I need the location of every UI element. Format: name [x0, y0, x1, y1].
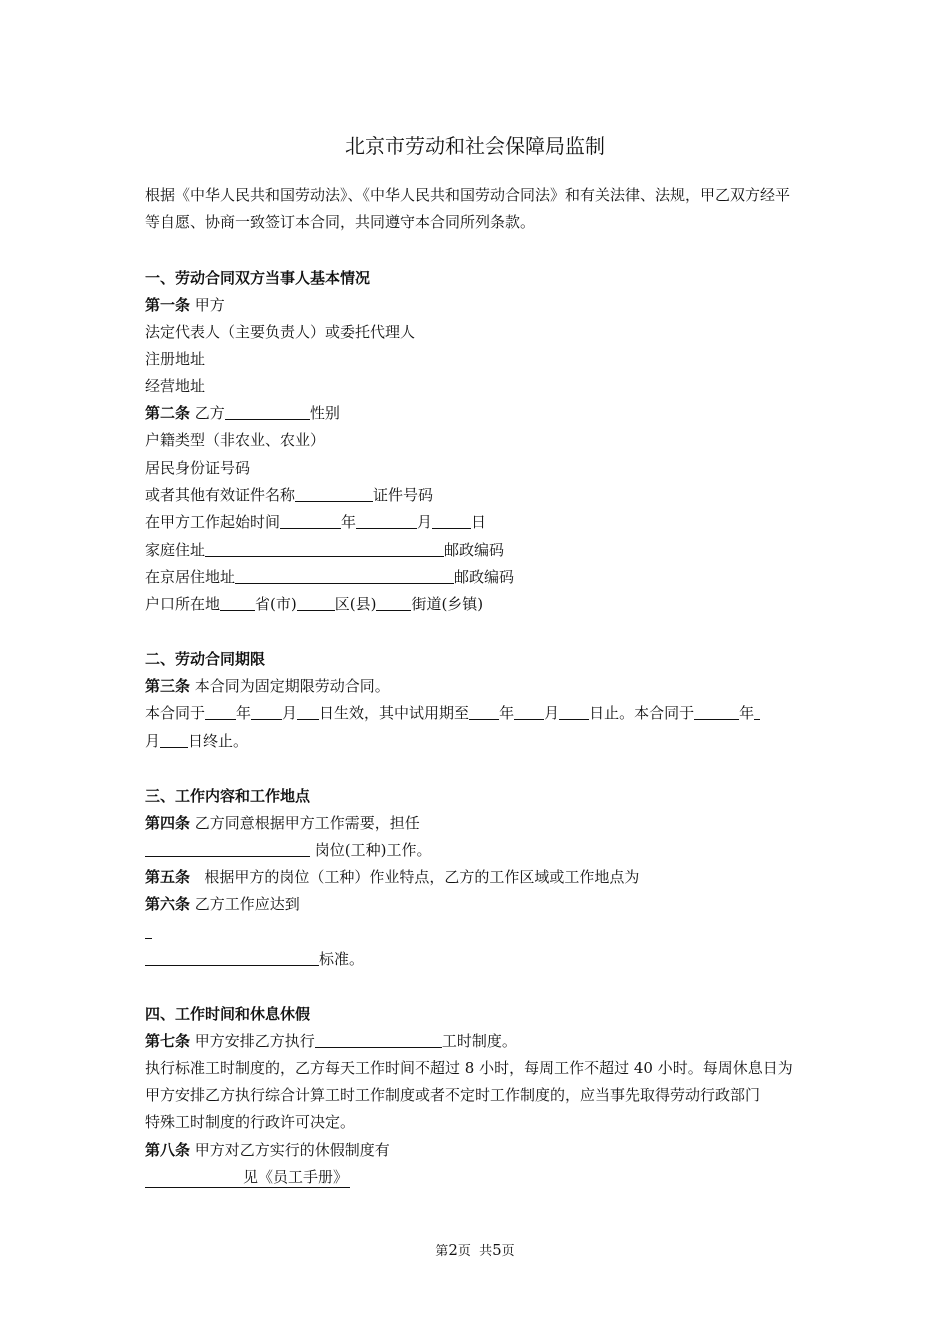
- beijing-address-line: [145, 567, 514, 587]
- hours-paragraph-1: 执行标准工时制度的，乙方每天工作时间不超过 8 小时，每周工作不超过 40 小时。每周休息日为: [145, 1059, 793, 1077]
- intro-line-1: 根据《中华人民共和国劳动法》、《中华人民共和国劳动合同法》和有关法律、法规，甲乙双方经平: [145, 186, 791, 204]
- intro-line-2: 等自愿、协商一致签订本合同，共同遵守本合同所列条款。: [145, 213, 536, 231]
- label: 年: [499, 704, 515, 722]
- total-pages: 5: [492, 1241, 502, 1259]
- leave-policy-line: [145, 1167, 350, 1188]
- article-text: 甲方: [194, 296, 225, 314]
- label: 日: [471, 513, 487, 531]
- article-6: [145, 894, 300, 914]
- article-label: 第二条: [145, 404, 191, 422]
- label: 年: [739, 704, 755, 722]
- page-number: 2: [448, 1241, 458, 1259]
- label: 街道(乡镇): [411, 595, 484, 613]
- blank[interactable]: [754, 703, 760, 720]
- label: 邮政编码: [454, 568, 515, 586]
- standard-line: [145, 949, 364, 969]
- standard-blank-short: [145, 922, 152, 942]
- label: 户口所在地: [145, 595, 221, 613]
- label: 证件号码: [373, 486, 434, 504]
- month-blank[interactable]: [356, 512, 417, 529]
- id-number-line: 居民身份证号码: [145, 459, 251, 477]
- article-4: [145, 813, 420, 833]
- term-line-1: [145, 703, 760, 723]
- article-8: [145, 1140, 390, 1160]
- blank[interactable]: [251, 703, 282, 720]
- label: 标准。: [319, 950, 365, 968]
- home-address-line: [145, 540, 504, 560]
- registered-address-line: 注册地址: [145, 350, 206, 368]
- business-address-line: 经营地址: [145, 377, 206, 395]
- blank[interactable]: [205, 703, 236, 720]
- name-blank[interactable]: [225, 403, 310, 420]
- work-hours-blank[interactable]: [315, 1031, 442, 1048]
- section-3-heading: 三、工作内容和工作地点: [145, 787, 311, 805]
- label: 第: [435, 1244, 449, 1259]
- blank[interactable]: [145, 922, 152, 939]
- blank[interactable]: [694, 703, 739, 720]
- street-blank[interactable]: [376, 594, 411, 611]
- article-label: 第四条: [145, 814, 191, 832]
- blank[interactable]: [514, 703, 544, 720]
- article-text: 乙方同意根据甲方工作需要，担任: [194, 814, 420, 832]
- district-blank[interactable]: [297, 594, 335, 611]
- label: 年: [236, 704, 252, 722]
- section-2-heading: 二、劳动合同期限: [145, 650, 266, 668]
- label: 在京居住地址: [145, 568, 236, 586]
- position-line: [145, 840, 432, 860]
- label: 月: [145, 732, 161, 750]
- label: 或者其他有效证件名称: [145, 486, 296, 504]
- label: 月: [417, 513, 433, 531]
- year-blank[interactable]: [280, 512, 341, 529]
- standard-blank[interactable]: [145, 949, 319, 966]
- blank[interactable]: [559, 703, 589, 720]
- article-5: [145, 867, 639, 887]
- label: 本合同于: [145, 704, 206, 722]
- label: 日终止。: [188, 732, 249, 750]
- other-id-line: [145, 485, 433, 505]
- article-text: 根据甲方的岗位（工种）作业特点，乙方的工作区域或工作地点为: [204, 868, 640, 886]
- blank[interactable]: [160, 731, 188, 748]
- label: 日止。本合同于: [589, 704, 695, 722]
- label: 省(市): [255, 595, 297, 613]
- label: 页 共: [457, 1244, 493, 1259]
- day-blank[interactable]: [432, 512, 471, 529]
- household-type-line: 户籍类型（非农业、农业）: [145, 431, 326, 449]
- article-label: 第八条: [145, 1141, 191, 1159]
- position-blank[interactable]: [145, 840, 310, 857]
- province-blank[interactable]: [220, 594, 255, 611]
- article-label: 第三条: [145, 677, 191, 695]
- start-date-line: [145, 512, 486, 532]
- label: 邮政编码: [444, 541, 505, 559]
- article-label: 第五条: [145, 868, 191, 886]
- term-line-2: [145, 731, 248, 751]
- document-title: 北京市劳动和社会保障局监制: [345, 134, 605, 158]
- label: 年: [341, 513, 357, 531]
- section-1-heading: 一、劳动合同双方当事人基本情况: [145, 269, 371, 287]
- article-1: [145, 295, 225, 315]
- article-text: 乙方工作应达到: [194, 895, 300, 913]
- label: 区(县): [334, 595, 377, 613]
- section-4-heading: 四、工作时间和休息休假: [145, 1005, 311, 1023]
- article-text: 甲方对乙方实行的休假制度有: [194, 1141, 390, 1159]
- blank[interactable]: [469, 703, 499, 720]
- article-text: 甲方安排乙方执行: [194, 1032, 315, 1050]
- hours-paragraph-2: 甲方安排乙方执行综合计算工时工作制度或者不定时工作制度的，应当事先取得劳动行政部门: [145, 1086, 761, 1104]
- article-text: 本合同为固定期限劳动合同。: [194, 677, 390, 695]
- label: 工时制度。: [441, 1032, 517, 1050]
- legal-rep-line: 法定代表人（主要负责人）或委托代理人: [145, 323, 416, 341]
- article-label: 第七条: [145, 1032, 191, 1050]
- hukou-line: [145, 594, 483, 614]
- page-footer: [0, 1240, 950, 1259]
- article-label: 第一条: [145, 296, 191, 314]
- article-2: [145, 403, 340, 423]
- article-7: [145, 1031, 517, 1051]
- label: 月: [282, 704, 298, 722]
- label: 日生效，其中试用期至: [319, 704, 470, 722]
- label: 月: [544, 704, 560, 722]
- leave-policy-value[interactable]: 见《员工手册》: [145, 1167, 350, 1188]
- id-name-blank[interactable]: [295, 485, 373, 502]
- article-text: 乙方: [194, 404, 225, 422]
- gender-label: 性别: [309, 404, 340, 422]
- article-label: 第六条: [145, 895, 191, 913]
- hours-paragraph-3: 特殊工时制度的行政许可决定。: [145, 1113, 356, 1131]
- article-3: [145, 676, 390, 696]
- blank[interactable]: [297, 703, 319, 720]
- label: 在甲方工作起始时间: [145, 513, 281, 531]
- label: 页: [501, 1244, 515, 1259]
- label: 岗位(工种)工作。: [314, 841, 432, 859]
- label: 家庭住址: [145, 541, 206, 559]
- home-address-blank[interactable]: [205, 540, 444, 557]
- beijing-address-blank[interactable]: [235, 567, 454, 584]
